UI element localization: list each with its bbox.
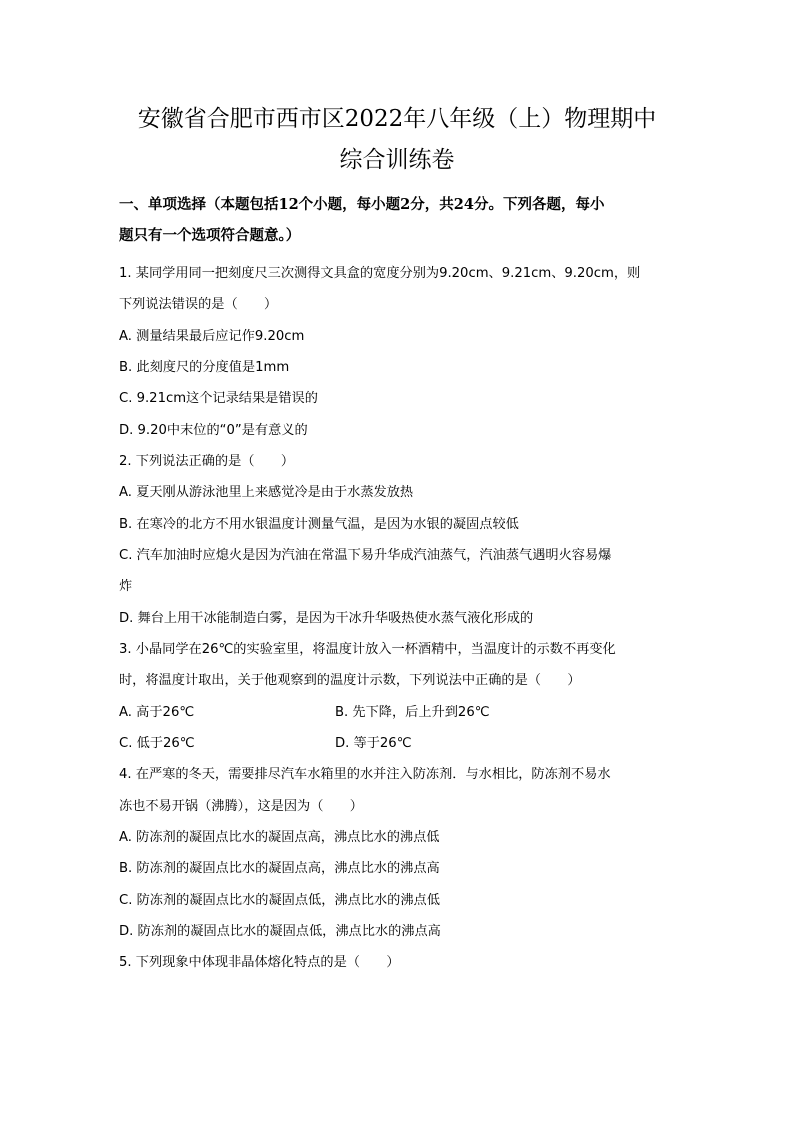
question-1-option-d: D. 9.20中末位的“0”是有意义的 xyxy=(119,423,308,438)
question-3-option-d: D. 等于26℃ xyxy=(335,736,412,751)
question-1-option-a: A. 测量结果最后应记作9.20cm xyxy=(119,329,305,344)
question-4-option-a: A. 防冻剂的凝固点比水的凝固点高，沸点比水的沸点低 xyxy=(119,830,440,845)
question-4-stem-line-1: 4. 在严寒的冬天，需要排尽汽车水箱里的水并注入防冻剂．与水相比，防冻剂不易水 xyxy=(119,767,611,782)
question-3-stem-line-2: 时，将温度计取出，关于他观察到的温度计示数，下列说法中正确的是（ ） xyxy=(119,673,581,688)
section-heading-line-2: 题只有一个选项符合题意。） xyxy=(119,227,301,244)
question-5-stem-line-1: 5. 下列现象中体现非晶体熔化特点的是（ ） xyxy=(119,955,400,970)
section-heading-line-1: 一、单项选择（本题包括12个小题，每小题2分，共24分。下列各题，每小 xyxy=(119,196,605,213)
question-3-stem-line-1: 3. 小晶同学在26℃的实验室里，将温度计放入一杯酒精中，当温度计的示数不再变化 xyxy=(119,642,616,657)
question-4-stem-line-2: 冻也不易开锅（沸腾），这是因为（ ） xyxy=(119,799,363,814)
question-4-option-d: D. 防冻剂的凝固点比水的凝固点低，沸点比水的沸点高 xyxy=(119,924,441,939)
question-1-option-c: C. 9.21cm这个记录结果是错误的 xyxy=(119,391,318,406)
question-2-option-c-line-2: 炸 xyxy=(119,579,133,594)
question-1-stem-line-1: 1. 某同学用同一把刻度尺三次测得文具盒的宽度分别为9.20cm、9.21cm、9.20cm，则 xyxy=(119,266,641,281)
question-3-option-a: A. 高于26℃ xyxy=(119,705,195,720)
question-4-option-b: B. 防冻剂的凝固点比水的凝固点高，沸点比水的沸点高 xyxy=(119,861,440,876)
question-2-option-c-line-1: C. 汽车加油时应熄火是因为汽油在常温下易升华成汽油蒸气，汽油蒸气遇明火容易爆 xyxy=(119,548,612,563)
question-3-option-c: C. 低于26℃ xyxy=(119,736,195,751)
document-title-line-2: 综合训练卷 xyxy=(339,147,455,173)
question-3-option-b: B. 先下降，后上升到26℃ xyxy=(335,705,490,720)
question-2-stem-line-1: 2. 下列说法正确的是（ ） xyxy=(119,454,295,469)
document-title-line-1: 安徽省合肥市西市区2022年八年级（上）物理期中 xyxy=(137,106,657,132)
question-1-stem-line-2: 下列说法错误的是（ ） xyxy=(119,297,278,312)
question-2-option-d: D. 舞台上用干冰能制造白雾，是因为干冰升华吸热使水蒸气液化形成的 xyxy=(119,611,534,626)
question-4-option-c: C. 防冻剂的凝固点比水的凝固点低，沸点比水的沸点低 xyxy=(119,893,440,908)
question-1-option-b: B. 此刻度尺的分度值是1mm xyxy=(119,360,290,375)
question-2-option-b: B. 在寒冷的北方不用水银温度计测量气温，是因为水银的凝固点较低 xyxy=(119,517,519,532)
question-2-option-a: A. 夏天刚从游泳池里上来感觉冷是由于水蒸发放热 xyxy=(119,485,414,500)
